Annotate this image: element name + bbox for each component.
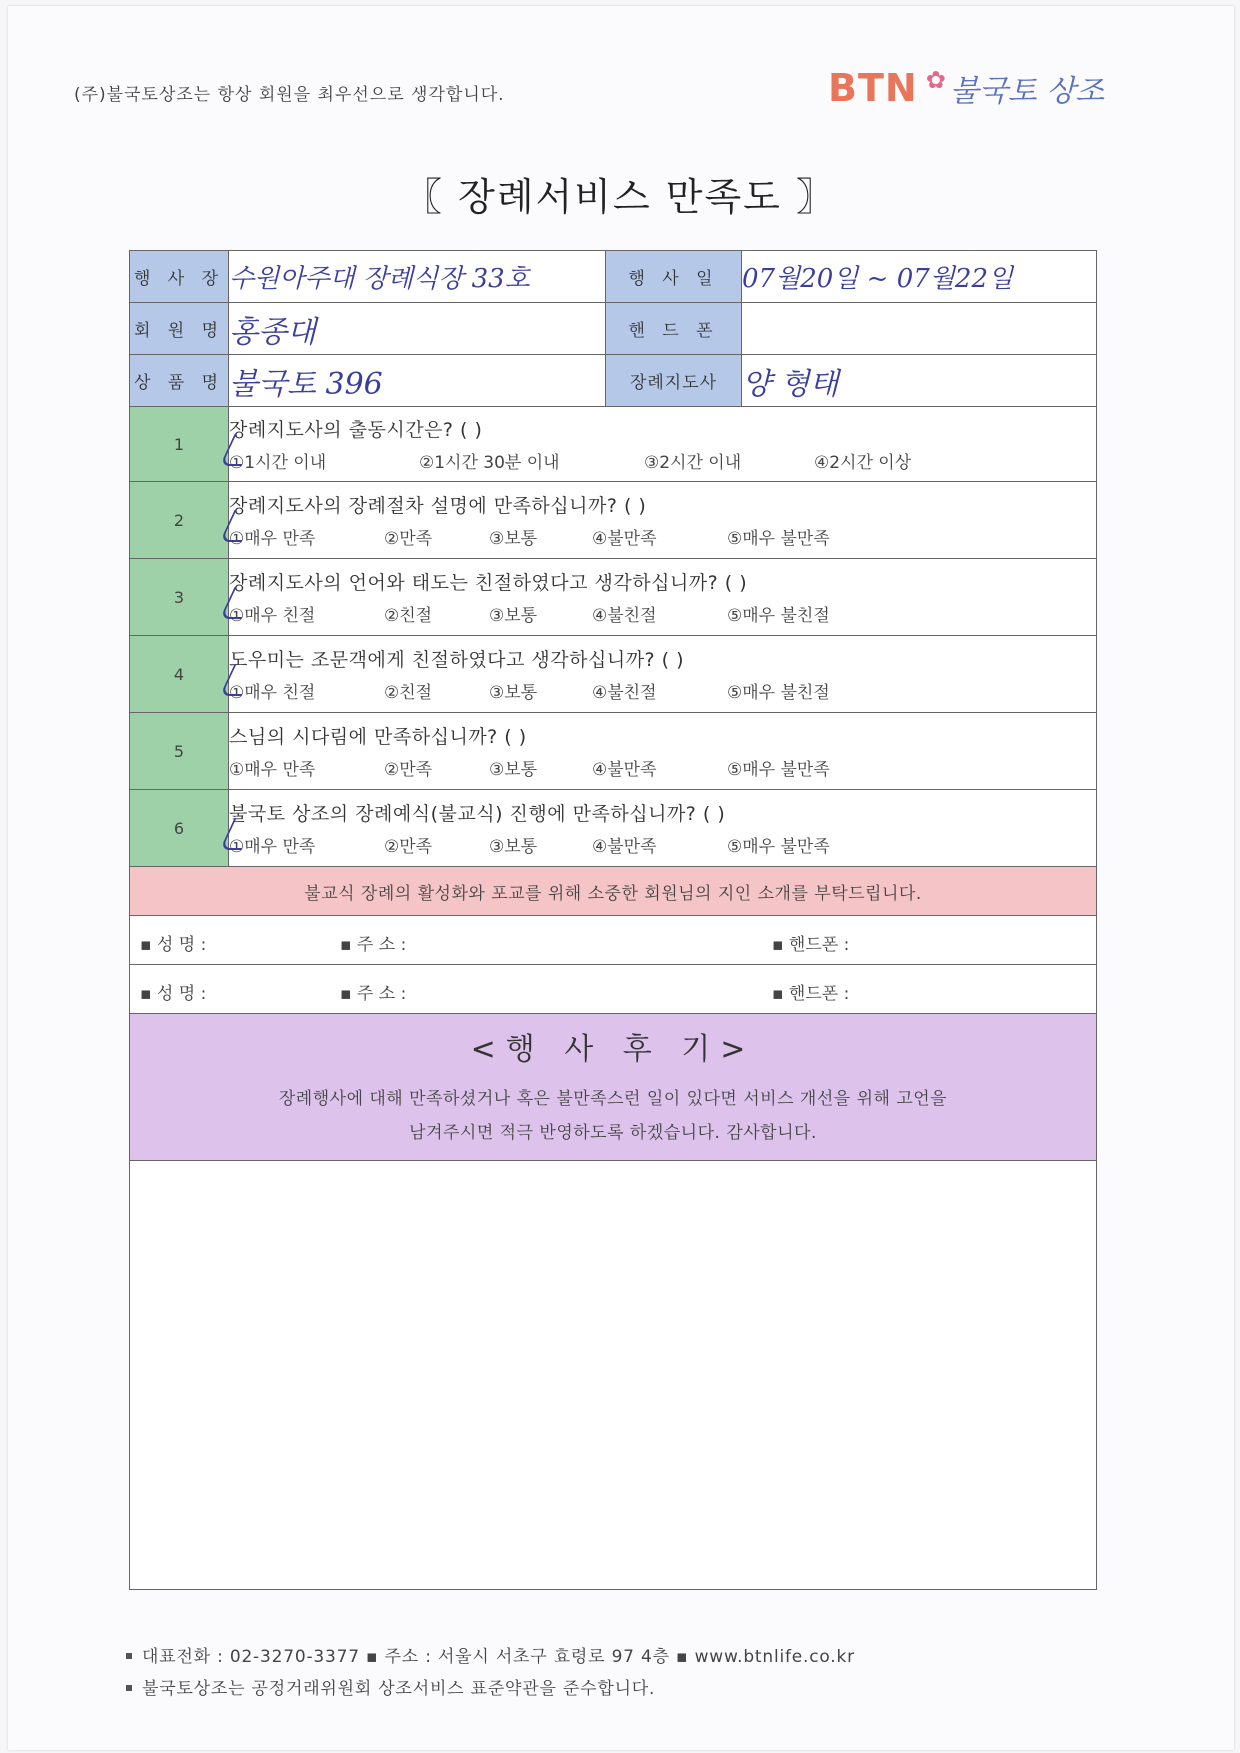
- flower-icon: ✿: [925, 66, 946, 94]
- product-label: 상 품 명: [130, 355, 229, 407]
- question-text: 불국토 상조의 장례예식(불교식) 진행에 만족하십니까? ( ): [229, 803, 726, 825]
- option[interactable]: ②만족: [384, 837, 433, 857]
- venue-label: 행 사 장: [130, 251, 229, 303]
- product-field[interactable]: 불국토 396: [229, 355, 606, 407]
- question-2: [229, 482, 1097, 559]
- option[interactable]: ①매우 친절: [229, 601, 384, 626]
- option[interactable]: ②만족: [384, 760, 433, 780]
- question-1: [229, 407, 1097, 482]
- referral-banner: 불교식 장례의 활성화와 포교를 위해 소중한 회원님의 지인 소개를 부탁드립니다.: [130, 867, 1097, 916]
- option[interactable]: ②만족: [384, 529, 433, 549]
- director-label: 장례지도사: [606, 355, 742, 407]
- referral-phone-label: ▪ 핸드폰 :: [772, 984, 850, 1004]
- logo-btn-text: BTN: [828, 66, 918, 110]
- option[interactable]: ③보통: [489, 529, 538, 549]
- logo-company-name: 불국토 상조: [949, 74, 1105, 109]
- question-3: [229, 559, 1097, 636]
- review-title: <행 사 후 기>: [470, 1032, 756, 1067]
- review-header: [130, 1014, 1097, 1161]
- option[interactable]: ④2시간 이상: [814, 453, 912, 473]
- page-title: 〖 장례서비스 만족도 〗: [404, 175, 836, 219]
- question-5: [229, 713, 1097, 790]
- footer-line-2: 불국토상조는 공정거래위원회 상조서비스 표준약관을 준수합니다.: [142, 1679, 656, 1699]
- option[interactable]: ②친절: [384, 683, 433, 703]
- referral-name-label: ▪ 성 명 :: [140, 935, 207, 955]
- slogan: (주)불국토상조는 항상 회원을 최우선으로 생각합니다.: [74, 85, 505, 105]
- review-instructions-1: 장례행사에 대해 만족하셨거나 혹은 불만족스런 일이 있다면 서비스 개선을 위해 고언을: [278, 1089, 948, 1109]
- question-text: 장례지도사의 출동시간은? ( ): [229, 419, 483, 441]
- option[interactable]: ①매우 만족: [229, 832, 384, 857]
- option[interactable]: ②1시간 30분 이내: [419, 453, 560, 473]
- question-text: 스님의 시다림에 만족하십니까? ( ): [229, 726, 527, 748]
- bullet-icon: [126, 1653, 132, 1659]
- option[interactable]: ⑤매우 불친절: [727, 683, 830, 703]
- bullet-icon: [126, 1685, 132, 1691]
- referral-phone-label: ▪ 핸드폰 :: [772, 935, 850, 955]
- question-text: 도우미는 조문객에게 친절하였다고 생각하십니까? ( ): [229, 649, 685, 671]
- option[interactable]: ⑤매우 불만족: [727, 837, 830, 857]
- phone-label: 핸 드 폰: [606, 303, 742, 355]
- option[interactable]: ④불친절: [592, 606, 657, 626]
- question-4: [229, 636, 1097, 713]
- member-field[interactable]: 홍종대: [229, 303, 606, 355]
- question-number: 1: [130, 407, 229, 482]
- question-number: 5: [130, 713, 229, 790]
- survey-form: [129, 250, 1097, 1590]
- venue-field[interactable]: 수원아주대 장례식장 33호: [229, 251, 606, 303]
- question-number: 6: [130, 790, 229, 867]
- option[interactable]: ③2시간 이내: [644, 453, 742, 473]
- question-number: 2: [130, 482, 229, 559]
- referral-row[interactable]: [130, 965, 1097, 1014]
- date-field[interactable]: 07월20일 ~ 07월22일: [742, 251, 1097, 303]
- question-text: 장례지도사의 장례절차 설명에 만족하십니까? ( ): [229, 495, 647, 517]
- referral-address-label: ▪ 주 소 :: [340, 935, 407, 955]
- member-label: 회 원 명: [130, 303, 229, 355]
- option[interactable]: ④불만족: [592, 760, 657, 780]
- option[interactable]: ①매우 친절: [229, 678, 384, 703]
- option[interactable]: ⑤매우 불친절: [727, 606, 830, 626]
- option[interactable]: ①매우 만족: [229, 524, 384, 549]
- option[interactable]: ①매우 만족: [229, 760, 316, 780]
- phone-field[interactable]: [742, 303, 1097, 355]
- footer-line-1: 대표전화 : 02-3270-3377 ▪ 주소 : 서울시 서초구 효령로 97 4층 ▪ www.btnlife.co.kr: [142, 1647, 855, 1667]
- option[interactable]: ②친절: [384, 606, 433, 626]
- logo: [828, 66, 1104, 110]
- option[interactable]: ⑤매우 불만족: [727, 760, 830, 780]
- question-6: [229, 790, 1097, 867]
- option[interactable]: ③보통: [489, 606, 538, 626]
- question-text: 장례지도사의 언어와 태도는 친절하였다고 생각하십니까? ( ): [229, 572, 748, 594]
- option[interactable]: ④불친절: [592, 683, 657, 703]
- option[interactable]: ③보통: [489, 837, 538, 857]
- date-label: 행 사 일: [606, 251, 742, 303]
- option[interactable]: ③보통: [489, 683, 538, 703]
- question-number: 4: [130, 636, 229, 713]
- option[interactable]: ⑤매우 불만족: [727, 529, 830, 549]
- option[interactable]: ④불만족: [592, 837, 657, 857]
- review-textarea[interactable]: [130, 1161, 1097, 1590]
- option[interactable]: ③보통: [489, 760, 538, 780]
- referral-name-label: ▪ 성 명 :: [140, 984, 207, 1004]
- footer-notice: [126, 1674, 655, 1699]
- referral-address-label: ▪ 주 소 :: [340, 984, 407, 1004]
- director-field[interactable]: 양 형태: [742, 355, 1097, 407]
- footer-contact: [126, 1642, 855, 1667]
- option[interactable]: ①1시간 이내: [229, 448, 419, 473]
- option[interactable]: ④불만족: [592, 529, 657, 549]
- question-number: 3: [130, 559, 229, 636]
- review-instructions-2: 남겨주시면 적극 반영하도록 하겠습니다. 감사합니다.: [409, 1123, 817, 1143]
- referral-row[interactable]: [130, 916, 1097, 965]
